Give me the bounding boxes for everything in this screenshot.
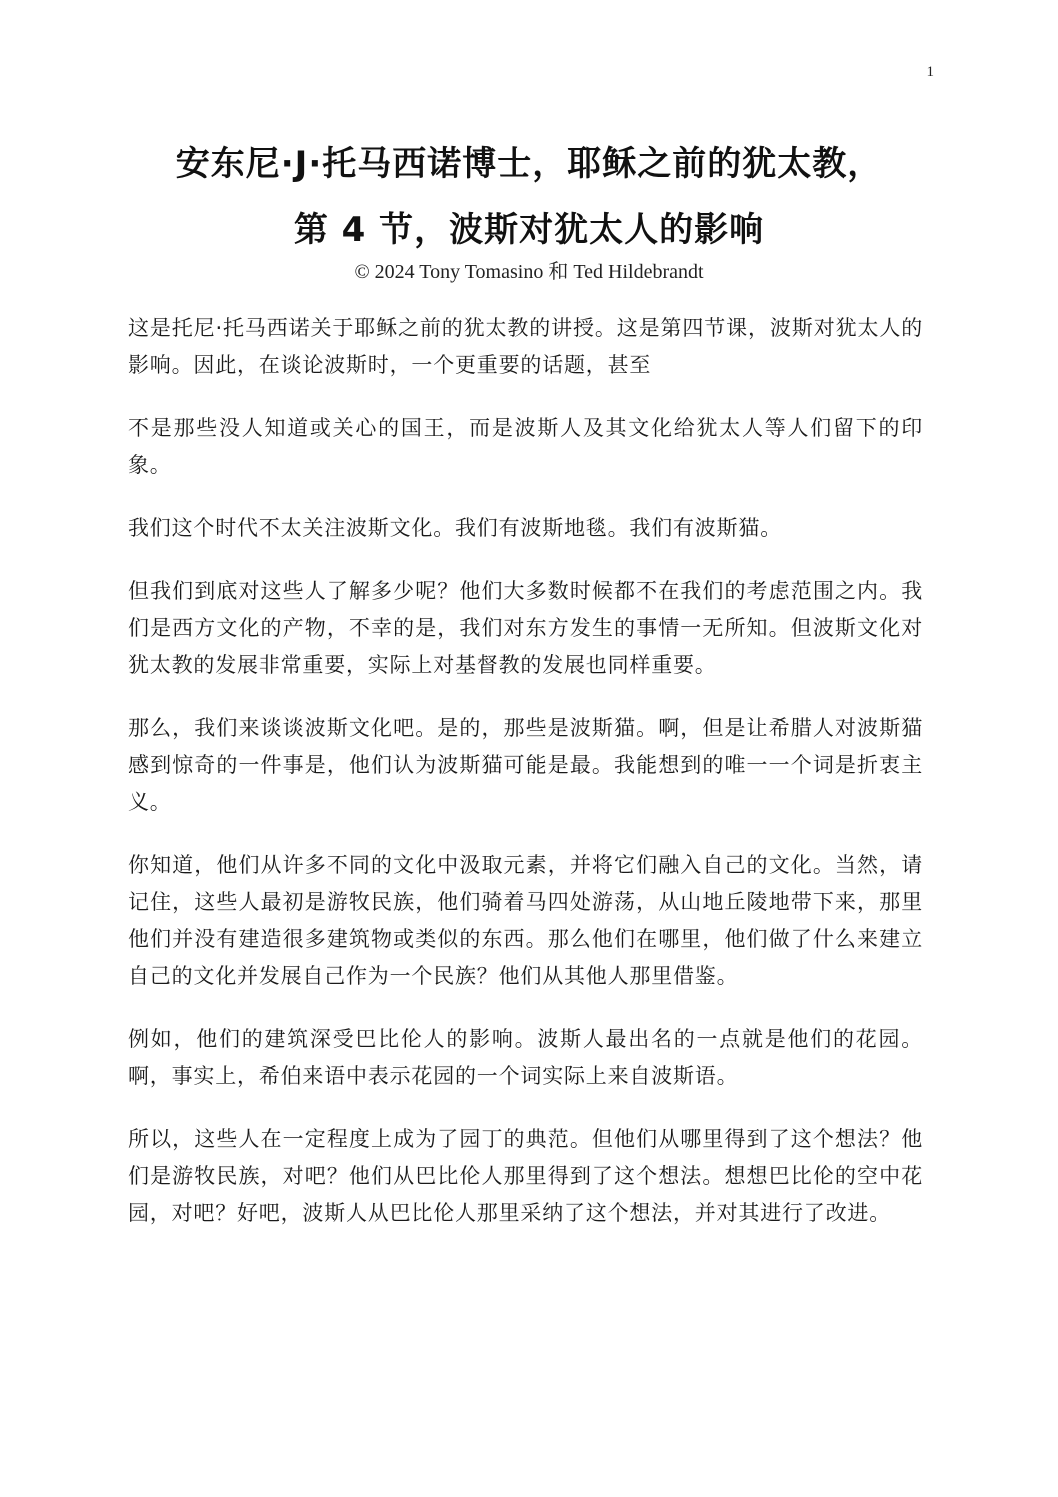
paragraph: 那么，我们来谈谈波斯文化吧。是的，那些是波斯猫。啊，但是让希腊人对波斯猫感到惊奇的一件事是，他们认为波斯猫可能是最。我能想到的唯一一个词是折衷主义。 [128,716,923,814]
paragraph: 你知道，他们从许多不同的文化中汲取元素，并将它们融入自己的文化。当然，请记住，这些人最初是游牧民族，他们骑着马四处游荡，从山地丘陵地带下来，那里他们并没有建造很多建筑物或类似的东西。那么他们在哪里，他们做了什么来建立自己的文化并发展自己作为一个民族？他们从其他人那里借鉴。 [128,853,923,988]
paragraph: 所以，这些人在一定程度上成为了园丁的典范。但他们从哪里得到了这个想法？他们是游牧民族，对吧？他们从巴比伦人那里得到了这个想法。想想巴比伦的空中花园，对吧？好吧，波斯人从巴比伦人那里采纳了这个想法，并对其进行了改进。 [128,1127,923,1225]
document-title-line-2: 第 4 节，波斯对犹太人的影响 [293,210,765,250]
paragraph: 例如，他们的建筑深受巴比伦人的影响。波斯人最出名的一点就是他们的花园。啊，事实上，希伯来语中表示花园的一个词实际上来自波斯语。 [128,1027,923,1088]
page-number: 1 [926,64,934,80]
copyright-line: © 2024 Tony Tomasino 和 Ted Hildebrandt [354,261,704,283]
paragraph: 这是托尼·托马西诺关于耶稣之前的犹太教的讲授。这是第四节课，波斯对犹太人的影响。因此，在谈论波斯时，一个更重要的话题，甚至 [128,316,923,377]
paragraph: 不是那些没人知道或关心的国王，而是波斯人及其文化给犹太人等人们留下的印象。 [128,416,923,477]
body-text [128,310,923,1258]
document-title-line-1: 安东尼·J·托马西诺博士，耶稣之前的犹太教， [175,144,883,184]
paragraph: 但我们到底对这些人了解多少呢？他们大多数时候都不在我们的考虑范围之内。我们是西方文化的产物，不幸的是，我们对东方发生的事情一无所知。但波斯文化对犹太教的发展非常重要，实际上对基督教的发展也同样重要。 [128,579,923,677]
paragraph: 我们这个时代不太关注波斯文化。我们有波斯地毯。我们有波斯猫。 [128,516,782,540]
